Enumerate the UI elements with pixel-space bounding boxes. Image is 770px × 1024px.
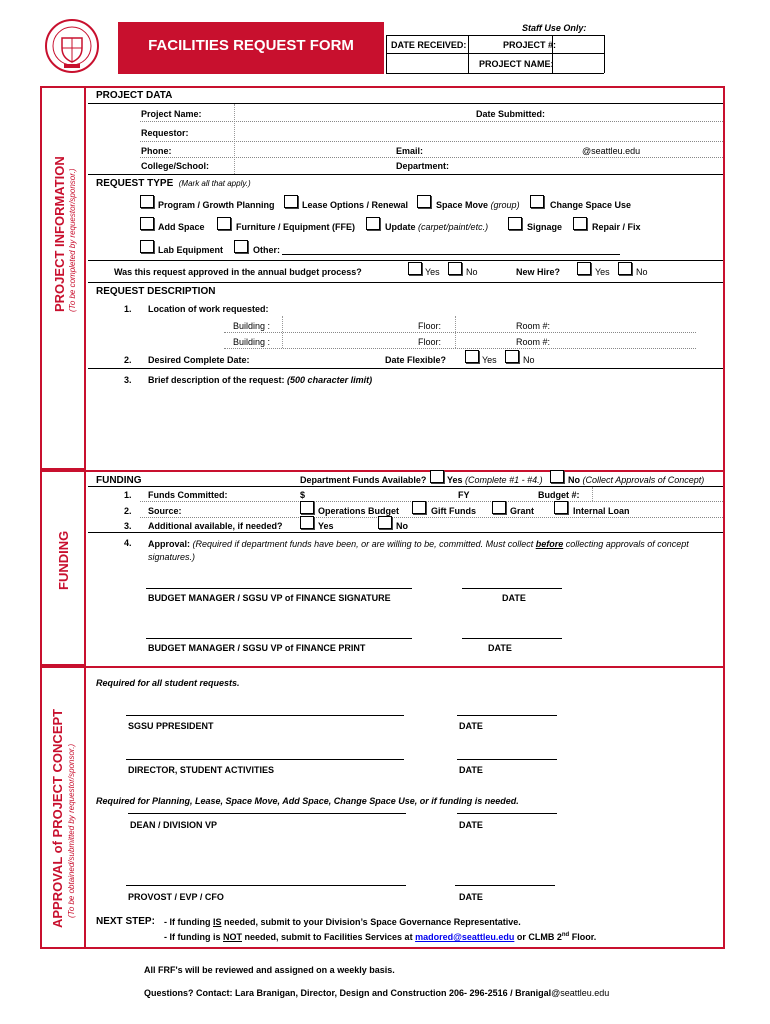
ns1-b: needed, submit to your Division’s Space Governance Representative. xyxy=(221,917,521,927)
brief-note: (500 character limit) xyxy=(287,375,373,385)
date-submitted-field[interactable] xyxy=(556,106,716,120)
repair-label: Repair / Fix xyxy=(592,222,641,232)
hire-yes-label: Yes xyxy=(595,267,610,277)
sgsu-signature-line[interactable] xyxy=(126,715,404,716)
source-label: Source: xyxy=(148,506,182,516)
new-hire-label: New Hire? xyxy=(516,267,561,277)
director-signature-line[interactable] xyxy=(126,759,404,760)
budget-date-label: DATE xyxy=(502,593,526,603)
checkbox-funds-no[interactable] xyxy=(550,470,564,483)
floor-field-2[interactable] xyxy=(457,334,507,347)
funds-yes-text: Yes xyxy=(447,475,463,485)
space-move-note: (group) xyxy=(490,200,520,210)
request-type-heading xyxy=(96,178,251,189)
approval-note-a: (Required if department funds have been, or are willing to be, committed. Must collect xyxy=(192,539,536,549)
update-label xyxy=(385,222,488,232)
project-number-field[interactable] xyxy=(554,37,602,52)
college-label: College/School: xyxy=(141,161,210,171)
update-note: (carpet/paint/etc.) xyxy=(418,222,489,232)
side-label-approval-sub: (To be obtained/submitted by requestor/sponsor.) xyxy=(67,743,76,918)
footer-review-note: All FRF's will be reviewed and assigned on a weekly basis. xyxy=(144,965,395,975)
footer-questions-text: Questions? Contact: Lara Branigan, Director, Design and Construction 206- 296-2516 / Branigal xyxy=(144,988,552,998)
lab-label: Lab Equipment xyxy=(158,245,223,255)
checkbox-additional-no[interactable] xyxy=(378,516,392,529)
facilities-email-link[interactable]: madored@seattleu.edu xyxy=(415,932,515,942)
next-step-label: NEXT STEP: xyxy=(96,916,155,927)
signage-label: Signage xyxy=(527,222,563,232)
flexible-yes-label: Yes xyxy=(482,355,497,365)
date-submitted-label: Date Submitted: xyxy=(476,109,546,119)
funding-item-1: 1. xyxy=(124,490,132,500)
additional-yes-label: Yes xyxy=(318,521,334,531)
ns2-c: or CLMB 2 xyxy=(514,932,562,942)
checkbox-other[interactable] xyxy=(234,240,248,253)
internal-loan-label: Internal Loan xyxy=(573,506,630,516)
side-label-project-info-sub: (To be completed by requestor/sponsor.) xyxy=(68,168,77,312)
grant-label: Grant xyxy=(510,506,535,516)
checkbox-add-space[interactable] xyxy=(140,217,154,230)
director-date-line[interactable] xyxy=(457,759,557,760)
ns2-b: needed, submit to Facilities Services at xyxy=(242,932,416,942)
checkbox-signage[interactable] xyxy=(508,217,522,230)
checkbox-flexible-yes[interactable] xyxy=(465,350,479,363)
funds-no-label xyxy=(568,475,704,485)
budget-signature-line[interactable] xyxy=(146,588,412,589)
update-text: Update xyxy=(385,222,416,232)
add-space-label: Add Space xyxy=(158,222,205,232)
approval-text xyxy=(148,538,716,564)
next-step-1 xyxy=(164,917,521,927)
side-label-funding: FUNDING xyxy=(56,530,71,590)
ns1-is: IS xyxy=(212,917,222,927)
checkbox-gift[interactable] xyxy=(412,501,426,514)
funding-item-2: 2. xyxy=(124,506,132,516)
item-number-3: 3. xyxy=(124,375,132,385)
university-seal-logo xyxy=(44,18,100,74)
checkbox-program[interactable] xyxy=(140,195,154,208)
budget-yes-label: Yes xyxy=(425,267,440,277)
budget-date-line[interactable] xyxy=(462,588,562,589)
room-label-2: Room #: xyxy=(516,337,551,347)
room-field-1[interactable] xyxy=(556,318,696,331)
provost-signature-line[interactable] xyxy=(126,885,406,886)
budget-number-label: Budget #: xyxy=(538,490,580,500)
furniture-label: Furniture / Equipment (FFE) xyxy=(236,222,355,232)
checkbox-lab[interactable] xyxy=(140,240,154,253)
required-student-note: Required for all student requests. xyxy=(96,678,240,688)
provost-date-label: DATE xyxy=(459,892,483,902)
dept-funds-label: Department Funds Available? xyxy=(300,475,427,485)
footer-questions-domain: @seattleu.edu xyxy=(551,988,610,998)
item-number-1: 1. xyxy=(124,304,132,314)
building-field-2[interactable] xyxy=(284,334,410,347)
other-label: Other: xyxy=(253,245,280,255)
program-label: Program / Growth Planning xyxy=(158,200,275,210)
ns1-a: - If funding xyxy=(164,917,213,927)
room-label-1: Room #: xyxy=(516,321,551,331)
floor-field-1[interactable] xyxy=(457,318,507,331)
approval-before: before xyxy=(535,539,564,549)
checkbox-funds-yes[interactable] xyxy=(430,470,444,483)
room-field-2[interactable] xyxy=(556,334,696,347)
staff-project-name-field[interactable] xyxy=(554,55,602,71)
space-move-label xyxy=(436,200,520,210)
checkbox-change-space[interactable] xyxy=(530,195,544,208)
funding-heading: FUNDING xyxy=(96,475,142,486)
checkbox-grant[interactable] xyxy=(492,501,506,514)
checkbox-hire-yes[interactable] xyxy=(577,262,591,275)
desired-date-label: Desired Complete Date: xyxy=(148,355,250,365)
checkbox-additional-yes[interactable] xyxy=(300,516,314,529)
required-planning-note: Required for Planning, Lease, Space Move, Add Space, Change Space Use, or if funding is needed. xyxy=(96,796,519,806)
form-title-text: FACILITIES REQUEST FORM xyxy=(148,37,354,54)
additional-no-label: No xyxy=(396,521,408,531)
approval-note-c: signatures.) xyxy=(148,552,196,562)
requestor-label: Requestor: xyxy=(141,128,189,138)
brief-text: Brief description of the request: xyxy=(148,375,285,385)
project-data-heading: PROJECT DATA xyxy=(96,90,173,101)
dean-date-label: DATE xyxy=(459,820,483,830)
checkbox-hire-no[interactable] xyxy=(618,262,632,275)
dean-label: DEAN / DIVISION VP xyxy=(130,820,218,830)
fy-field[interactable] xyxy=(472,487,532,500)
hire-no-label: No xyxy=(636,267,648,277)
budget-no-label: No xyxy=(466,267,478,277)
date-received-label: DATE RECEIVED: xyxy=(391,40,467,50)
budget-signature-label: BUDGET MANAGER / SGSU VP of FINANCE SIGNATURE xyxy=(148,593,391,603)
next-step-2 xyxy=(164,932,596,942)
department-field[interactable] xyxy=(452,158,716,172)
ns2-d: Floor. xyxy=(569,932,597,942)
other-field[interactable] xyxy=(282,241,620,255)
checkbox-update[interactable] xyxy=(366,217,380,230)
date-received-field[interactable] xyxy=(388,55,466,71)
email-label: Email: xyxy=(396,146,424,156)
funds-yes-note: (Complete #1 - #4.) xyxy=(465,475,543,485)
sgsu-date-line[interactable] xyxy=(457,715,557,716)
footer-questions xyxy=(144,988,609,998)
email-domain: @seattleu.edu xyxy=(582,146,641,156)
director-date-label: DATE xyxy=(459,765,483,775)
location-label: Location of work requested: xyxy=(148,304,269,314)
building-label-1: Building : xyxy=(233,321,271,331)
date-flexible-label: Date Flexible? xyxy=(385,355,447,365)
checkbox-flexible-no[interactable] xyxy=(505,350,519,363)
budget-question: Was this request approved in the annual budget process? xyxy=(114,267,362,277)
dollar-sign: $ xyxy=(300,490,306,500)
email-field[interactable] xyxy=(430,143,580,156)
request-description-heading: REQUEST DESCRIPTION xyxy=(96,286,216,297)
funding-item-3: 3. xyxy=(124,521,132,531)
funding-item-4: 4. xyxy=(124,538,132,548)
budget-print-label: BUDGET MANAGER / SGSU VP of FINANCE PRINT xyxy=(148,643,366,653)
flexible-no-label: No xyxy=(523,355,535,365)
provost-date-line[interactable] xyxy=(455,885,555,886)
dean-signature-line[interactable] xyxy=(128,813,406,814)
staff-use-label: Staff Use Only: xyxy=(522,23,587,33)
project-name-field[interactable] xyxy=(236,106,466,120)
sgsu-label: SGSU PPRESIDENT xyxy=(128,721,214,731)
request-type-title: REQUEST TYPE xyxy=(96,178,174,189)
request-type-note: (Mark all that apply.) xyxy=(178,179,251,188)
funds-no-note: (Collect Approvals of Concept) xyxy=(582,475,705,485)
department-label: Department: xyxy=(396,161,450,171)
staff-project-name-label: PROJECT NAME: xyxy=(479,59,554,69)
lease-label: Lease Options / Renewal xyxy=(302,200,409,210)
dean-date-line[interactable] xyxy=(457,813,557,814)
brief-description-label xyxy=(148,375,372,385)
checkbox-space-move[interactable] xyxy=(417,195,431,208)
phone-label: Phone: xyxy=(141,146,172,156)
approval-label: Approval: xyxy=(148,539,191,549)
space-move-text: Space Move xyxy=(436,200,489,210)
sgsu-date-label: DATE xyxy=(459,721,483,731)
project-number-label: PROJECT #: xyxy=(503,40,557,50)
project-name-label: Project Name: xyxy=(141,109,202,119)
description-textarea[interactable] xyxy=(144,388,720,466)
seattle-university-seal-icon xyxy=(44,18,100,74)
ns2-not: NOT xyxy=(223,932,242,942)
building-field-1[interactable] xyxy=(284,318,410,331)
budget-print-line[interactable] xyxy=(146,638,412,639)
ns2-sup: nd xyxy=(561,932,570,938)
fy-label: FY xyxy=(458,490,470,500)
budget-print-date-line[interactable] xyxy=(462,638,562,639)
building-label-2: Building : xyxy=(233,337,271,347)
desired-date-field[interactable] xyxy=(252,352,378,365)
provost-label: PROVOST / EVP / CFO xyxy=(128,892,224,902)
item-number-2: 2. xyxy=(124,355,132,365)
funds-committed-label: Funds Committed: xyxy=(148,490,228,500)
operations-label: Operations Budget xyxy=(318,506,400,516)
checkbox-operations[interactable] xyxy=(300,501,314,514)
budget-print-date-label: DATE xyxy=(488,643,512,653)
budget-number-field[interactable] xyxy=(594,487,718,500)
funds-yes-label xyxy=(447,475,543,485)
side-label-approval: APPROVAL of PROJECT CONCEPT xyxy=(50,708,65,928)
checkbox-internal-loan[interactable] xyxy=(554,501,568,514)
approval-note-b: collecting approvals of concept xyxy=(563,539,689,549)
additional-label: Additional available, if needed? xyxy=(148,521,283,531)
ns2-a: - If funding is xyxy=(164,932,223,942)
funds-amount-field[interactable] xyxy=(308,487,448,500)
college-field[interactable] xyxy=(236,158,386,172)
phone-field[interactable] xyxy=(236,143,386,156)
side-label-project-info: PROJECT INFORMATION xyxy=(52,156,67,312)
checkbox-budget-no[interactable] xyxy=(448,262,462,275)
director-label: DIRECTOR, STUDENT ACTIVITIES xyxy=(128,765,275,775)
floor-label-2: Floor: xyxy=(418,337,442,347)
section-approval xyxy=(84,666,725,949)
change-space-label: Change Space Use xyxy=(550,200,632,210)
requestor-field[interactable] xyxy=(236,124,716,140)
checkbox-budget-yes[interactable] xyxy=(408,262,422,275)
gift-label: Gift Funds xyxy=(431,506,476,516)
checkbox-lease[interactable] xyxy=(284,195,298,208)
floor-label-1: Floor: xyxy=(418,321,442,331)
checkbox-repair[interactable] xyxy=(573,217,587,230)
checkbox-furniture[interactable] xyxy=(217,217,231,230)
funds-no-text: No xyxy=(568,475,580,485)
